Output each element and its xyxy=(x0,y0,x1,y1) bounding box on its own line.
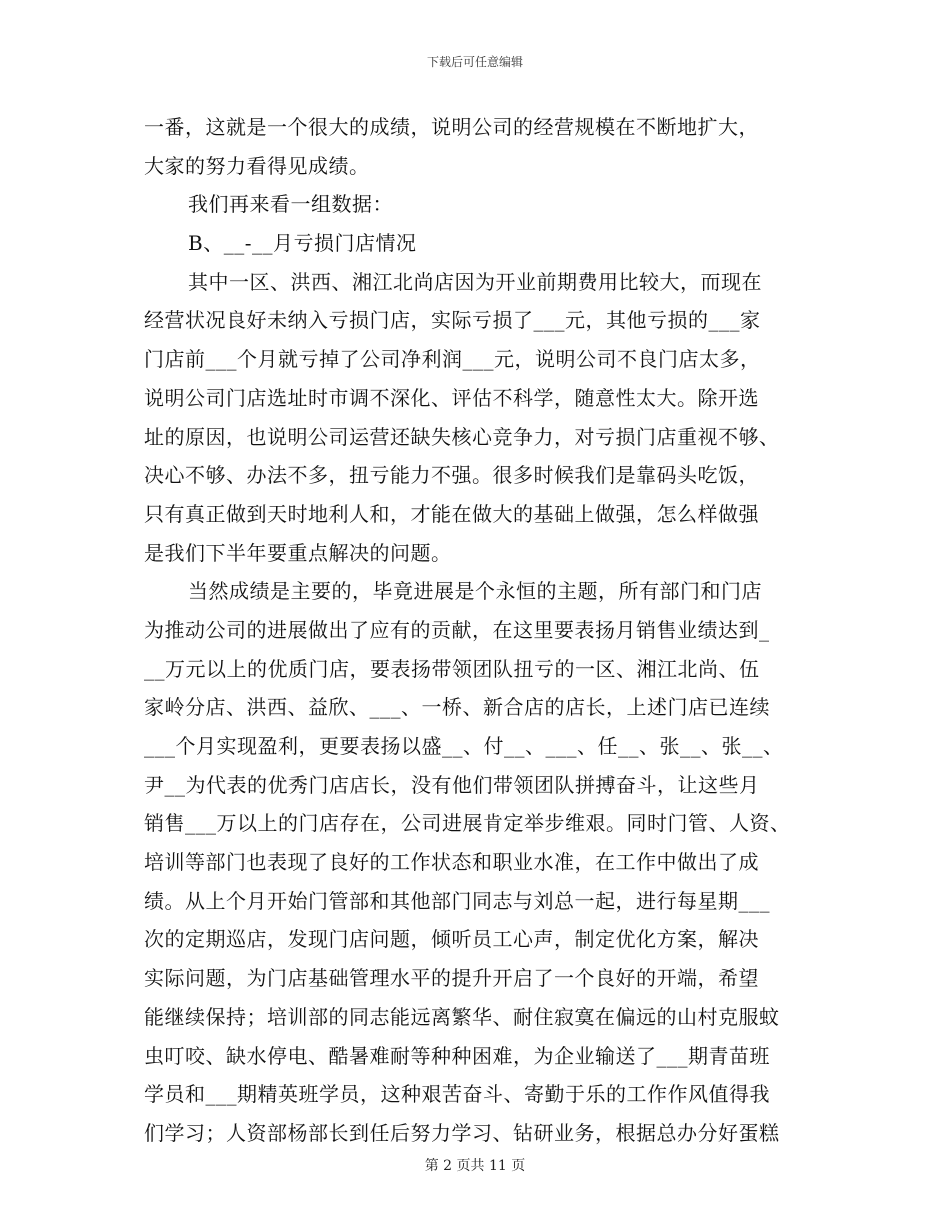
text-line: 尹__为代表的优秀门店店长，没有他们带领团队拼搏奋斗，让这些月 xyxy=(144,772,760,797)
page-number: 第 2 页共 11 页 xyxy=(424,1158,526,1174)
page-header: 下载后可任意编辑 xyxy=(426,55,523,69)
text-line: 实际问题，为门店基础管理水平的提升开启了一个良好的开端，希望 xyxy=(144,966,759,991)
text-line: 经营状况良好未纳入亏损门店，实际亏损了___元，其他亏损的___家 xyxy=(144,308,761,333)
text-line: 次的定期巡店，发现门店问题，倾听员工心声，制定优化方案，解决 xyxy=(144,927,759,952)
text-line: 只有真正做到天时地利人和，才能在做大的基础上做强，怎么样做强 xyxy=(144,501,759,526)
text-line: 能继续保持；培训部的同志能远离繁华、耐住寂寞在偏远的山村克服蚊 xyxy=(144,1004,780,1029)
text-line: 销售___万以上的门店存在，公司进展肯定举步维艰。同时门管、人资、 xyxy=(144,811,791,836)
text-line: 学员和___期精英班学员，这种艰苦奋斗、寄勤于乐的工作作风值得我 xyxy=(144,1082,770,1107)
text-line: __万元以上的优质门店，要表扬带领团队扭亏的一区、湘江北尚、伍 xyxy=(144,656,760,681)
section-heading: B、__-__月亏损门店情况 xyxy=(188,231,417,256)
text-line: 是我们下半年要重点解决的问题。 xyxy=(144,540,452,565)
text-line: 一番，这就是一个很大的成绩，说明公司的经营规模在不断地扩大， xyxy=(144,115,759,139)
text-line: 大家的努力看得见成绩。 xyxy=(144,153,370,178)
text-line: 绩。从上个月开始门管部和其他部门同志与刘总一起，进行每星期___ xyxy=(144,888,770,913)
text-line: 其中一区、洪西、湘江北尚店因为开业前期费用比较大，而现在 xyxy=(188,269,762,294)
text-line: 培训等部门也表现了良好的工作状态和职业水准，在工作中做出了成 xyxy=(144,850,759,875)
text-line: 家岭分店、洪西、益欣、___、一桥、新合店的店长，上述门店已连续 xyxy=(144,695,770,720)
text-line: 址的原因，也说明公司运营还缺失核心竞争力，对亏损门店重视不够、 xyxy=(144,424,780,449)
text-line: 当然成绩是主要的，毕竟进展是个永恒的主题，所有部门和门店 xyxy=(188,579,762,604)
text-line: 门店前___个月就亏掉了公司净利润___元，说明公司不良门店太多， xyxy=(144,347,761,372)
text-line: 虫叮咬、缺水停电、酷暑难耐等种种困难，为企业输送了___期青苗班 xyxy=(144,1043,770,1068)
text-line: 说明公司门店选址时市调不深化、评估不科学，随意性太大。除开选 xyxy=(144,385,759,410)
text-line: 决心不够、办法不多，扭亏能力不强。很多时候我们是靠码头吃饭， xyxy=(144,463,759,488)
text-line: ___个月实现盈利，更要表扬以盛__、付__、___、任__、张__、张__、 xyxy=(144,734,784,758)
text-line: 为推动公司的进展做出了应有的贡献，在这里要表扬月销售业绩达到_ xyxy=(144,617,770,642)
document-body xyxy=(144,108,824,1153)
text-line: 们学习；人资部杨部长到任后努力学习、钻研业务，根据总办分好蛋糕 xyxy=(144,1120,780,1145)
text-line: 我们再来看一组数据： xyxy=(188,192,393,217)
